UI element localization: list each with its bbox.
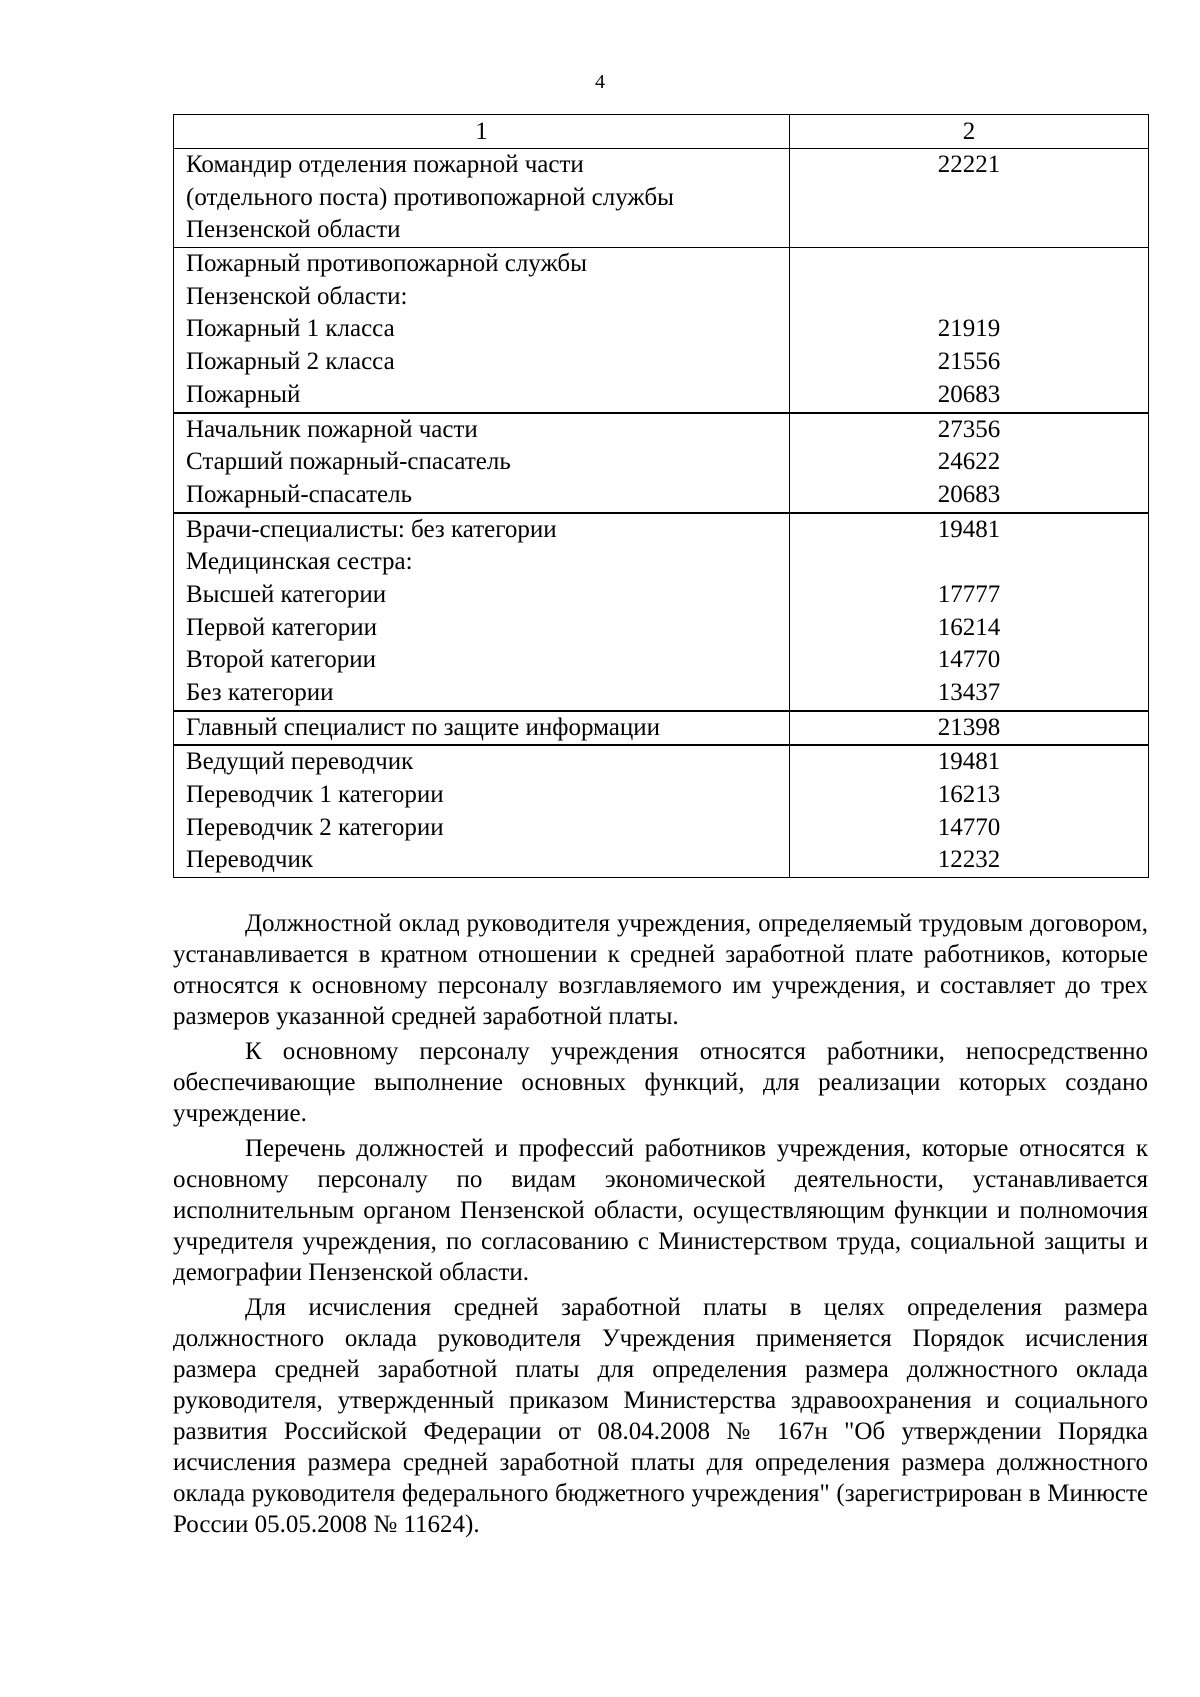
table-row (174, 413, 1149, 513)
paragraph: Должностной оклад руководителя учреждения, определяемый трудовым договором, устанавливается в кратном отношении к средней заработной плате работников, которые относятся к основному персоналу возглавляемого им учреждения, и составляет до трех размеров указанной средней заработной платы. (173, 910, 1148, 1030)
position-name: Пожарный (186, 380, 301, 408)
paragraph: К основному персоналу учреждения относятся работники, непосредственно обеспечивающие выполнение основных функций, для реализации которых создано учреждение. (173, 1038, 1148, 1127)
salary-value-cell (790, 248, 1149, 413)
position-name: Переводчик (186, 846, 313, 874)
position-name: (отдельного поста) противопожарной службы (186, 183, 674, 211)
position-name: Начальник пожарной части (186, 415, 478, 443)
salary-value: 20683 (937, 380, 1001, 408)
salary-value (790, 248, 1148, 281)
position-name: Высшей категории (186, 580, 387, 608)
salary-value: 27356 (937, 415, 1001, 443)
salary-value: 22221 (937, 151, 1001, 178)
salary-value: 13437 (937, 679, 1001, 706)
salary-value: 14770 (937, 646, 1001, 674)
salary-value: 12232 (937, 846, 1001, 874)
body-text (173, 908, 1148, 1544)
column-header-1: 1 (174, 115, 790, 149)
position-name: Пензенской области: (186, 282, 408, 310)
salary-value-cell (790, 745, 1149, 877)
table-header-row (174, 115, 1149, 149)
position-name: Первой категории (186, 613, 378, 641)
position-name: Пожарный-спасатель (186, 480, 413, 508)
position-name: Переводчик 1 категории (186, 781, 444, 809)
salary-value (790, 281, 1148, 314)
salary-value: 20683 (937, 480, 1001, 508)
position-name: Без категории (186, 679, 334, 706)
salary-value (790, 546, 1148, 579)
position-name: Пожарный противопожарной службы (186, 250, 587, 278)
position-name: Пожарный 1 класса (186, 315, 395, 343)
salary-value: 19481 (937, 515, 1001, 543)
position-name-cell (174, 248, 790, 413)
position-name: Главный специалист по защите информации (186, 713, 660, 741)
position-name-cell (174, 711, 790, 746)
salary-value-cell (790, 413, 1149, 513)
position-name: Пожарный 2 класса (186, 348, 395, 376)
salary-value: 16213 (937, 781, 1001, 809)
table-row (174, 711, 1149, 746)
salary-value: 16214 (937, 613, 1001, 641)
table-row (174, 745, 1149, 877)
salary-value (790, 214, 1148, 247)
position-name: Медицинская сестра: (186, 548, 413, 576)
position-name-cell (174, 149, 790, 248)
salary-value: 17777 (937, 580, 1001, 608)
salary-value: 14770 (937, 813, 1001, 841)
position-name-cell (174, 413, 790, 513)
salary-value-cell (790, 149, 1149, 248)
paragraph: Для исчисления средней заработной платы в целях определения размера должностного оклада руководителя Учреждения применяется Порядок исчисления размера средней заработной платы для определения размера должностного оклада руководителя, утвержденный приказом Министерства здравоохранения и социального развития Российской Федерации от 08.04.2008 № 167н "Об утверждении Порядка исчисления размера средней заработной платы для определения размера должностного оклада руководителя федерального бюджетного учреждения" (зарегистрирован в Минюсте России 05.05.2008 № 11624). (173, 1294, 1148, 1538)
position-name: Переводчик 2 категории (186, 813, 444, 841)
salary-value-cell (790, 711, 1149, 746)
salary-value: 19481 (937, 748, 1001, 776)
paragraph: Перечень должностей и профессий работников учреждения, которые относятся к основному персоналу по видам экономической деятельности, устанавливается исполнительным органом Пензенской области, осуществляющим функции и полномочия учредителя учреждения, по согласованию с Министерством труда, социальной защиты и демографии Пензенской области. (173, 1135, 1148, 1286)
table-row (174, 248, 1149, 413)
table-row (174, 513, 1149, 711)
salary-value: 21919 (937, 315, 1001, 343)
position-name: Ведущий переводчик (186, 748, 414, 776)
position-name: Врачи-специалисты: без категории (186, 515, 557, 543)
page-number: 4 (595, 71, 605, 93)
position-name-cell (174, 513, 790, 711)
table-row (174, 149, 1149, 248)
salary-value (790, 182, 1148, 215)
salary-value: 21398 (937, 713, 1001, 741)
column-header-2: 2 (790, 115, 1149, 149)
salary-value-cell (790, 513, 1149, 711)
salary-value: 24622 (937, 448, 1001, 476)
position-name-cell (174, 745, 790, 877)
position-name: Второй категории (186, 646, 377, 674)
salary-value: 21556 (937, 348, 1001, 376)
position-name: Старший пожарный-спасатель (186, 448, 511, 476)
salary-table (173, 114, 1149, 878)
position-name: Пензенской области (186, 216, 401, 244)
position-name: Командир отделения пожарной части (186, 151, 584, 178)
